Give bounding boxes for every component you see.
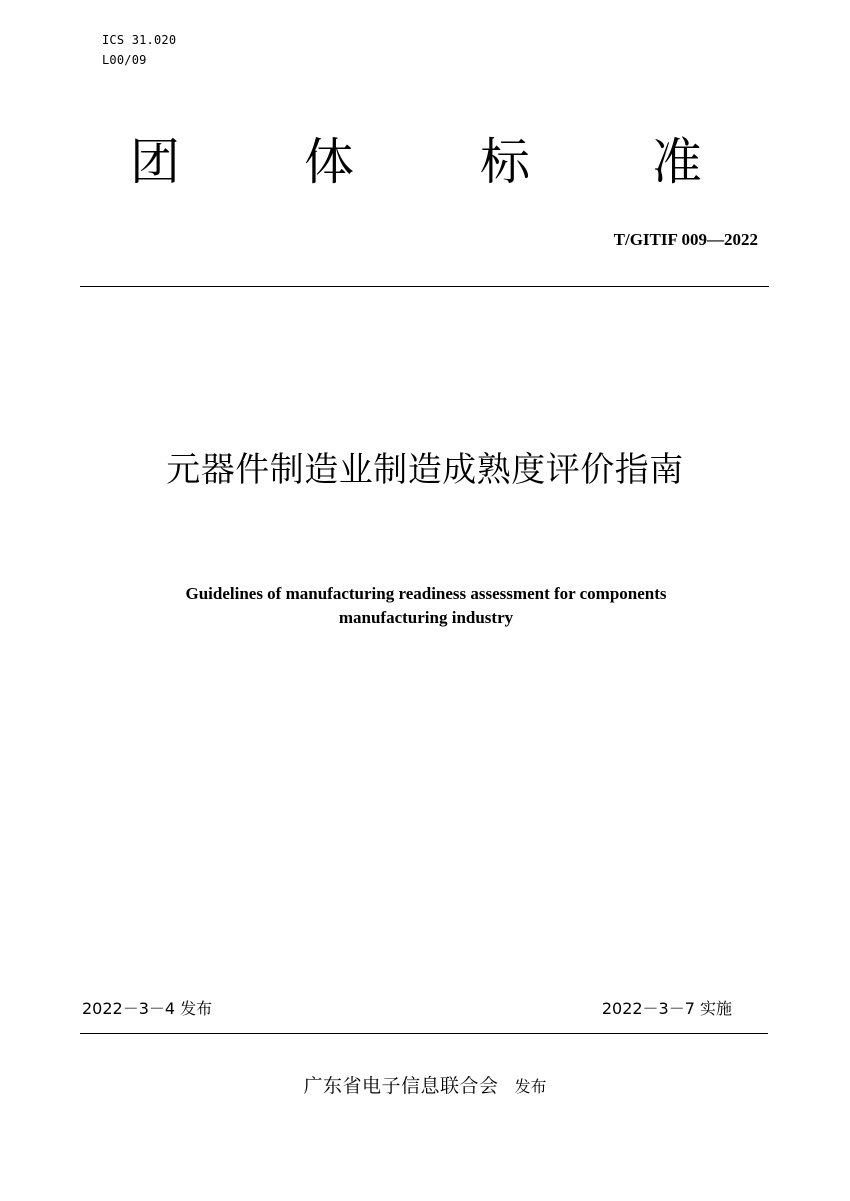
english-title-line-2: manufacturing industry xyxy=(338,608,514,627)
implementation-date: 2022－3－7 实施 xyxy=(601,999,732,1018)
standard-type-char-4: 准 xyxy=(652,133,702,191)
bottom-divider xyxy=(80,1033,768,1034)
standard-type-char-3: 标 xyxy=(480,133,530,191)
standard-type-char-2: 体 xyxy=(304,133,354,191)
classification-codes xyxy=(102,30,176,70)
issue-date: 2022－3－4 发布 xyxy=(82,999,213,1018)
english-title-line-1: Guidelines of manufacturing readiness assessment for components xyxy=(185,584,667,603)
chinese-title: 元器件制造业制造成熟度评价指南 xyxy=(166,450,684,490)
publisher-organization: 广东省电子信息联合会 xyxy=(303,1075,499,1097)
standard-type-heading xyxy=(130,132,710,196)
publisher-line xyxy=(0,1073,850,1100)
top-divider xyxy=(80,286,769,287)
ics-code: ICS 31.020 xyxy=(102,33,177,47)
publisher-action: 发布 xyxy=(514,1077,547,1096)
standard-number: T/GITIF 009—2022 xyxy=(613,230,758,249)
standard-type-char-1: 团 xyxy=(130,133,180,191)
english-title xyxy=(100,582,752,630)
ccs-code: L00/09 xyxy=(102,53,147,67)
